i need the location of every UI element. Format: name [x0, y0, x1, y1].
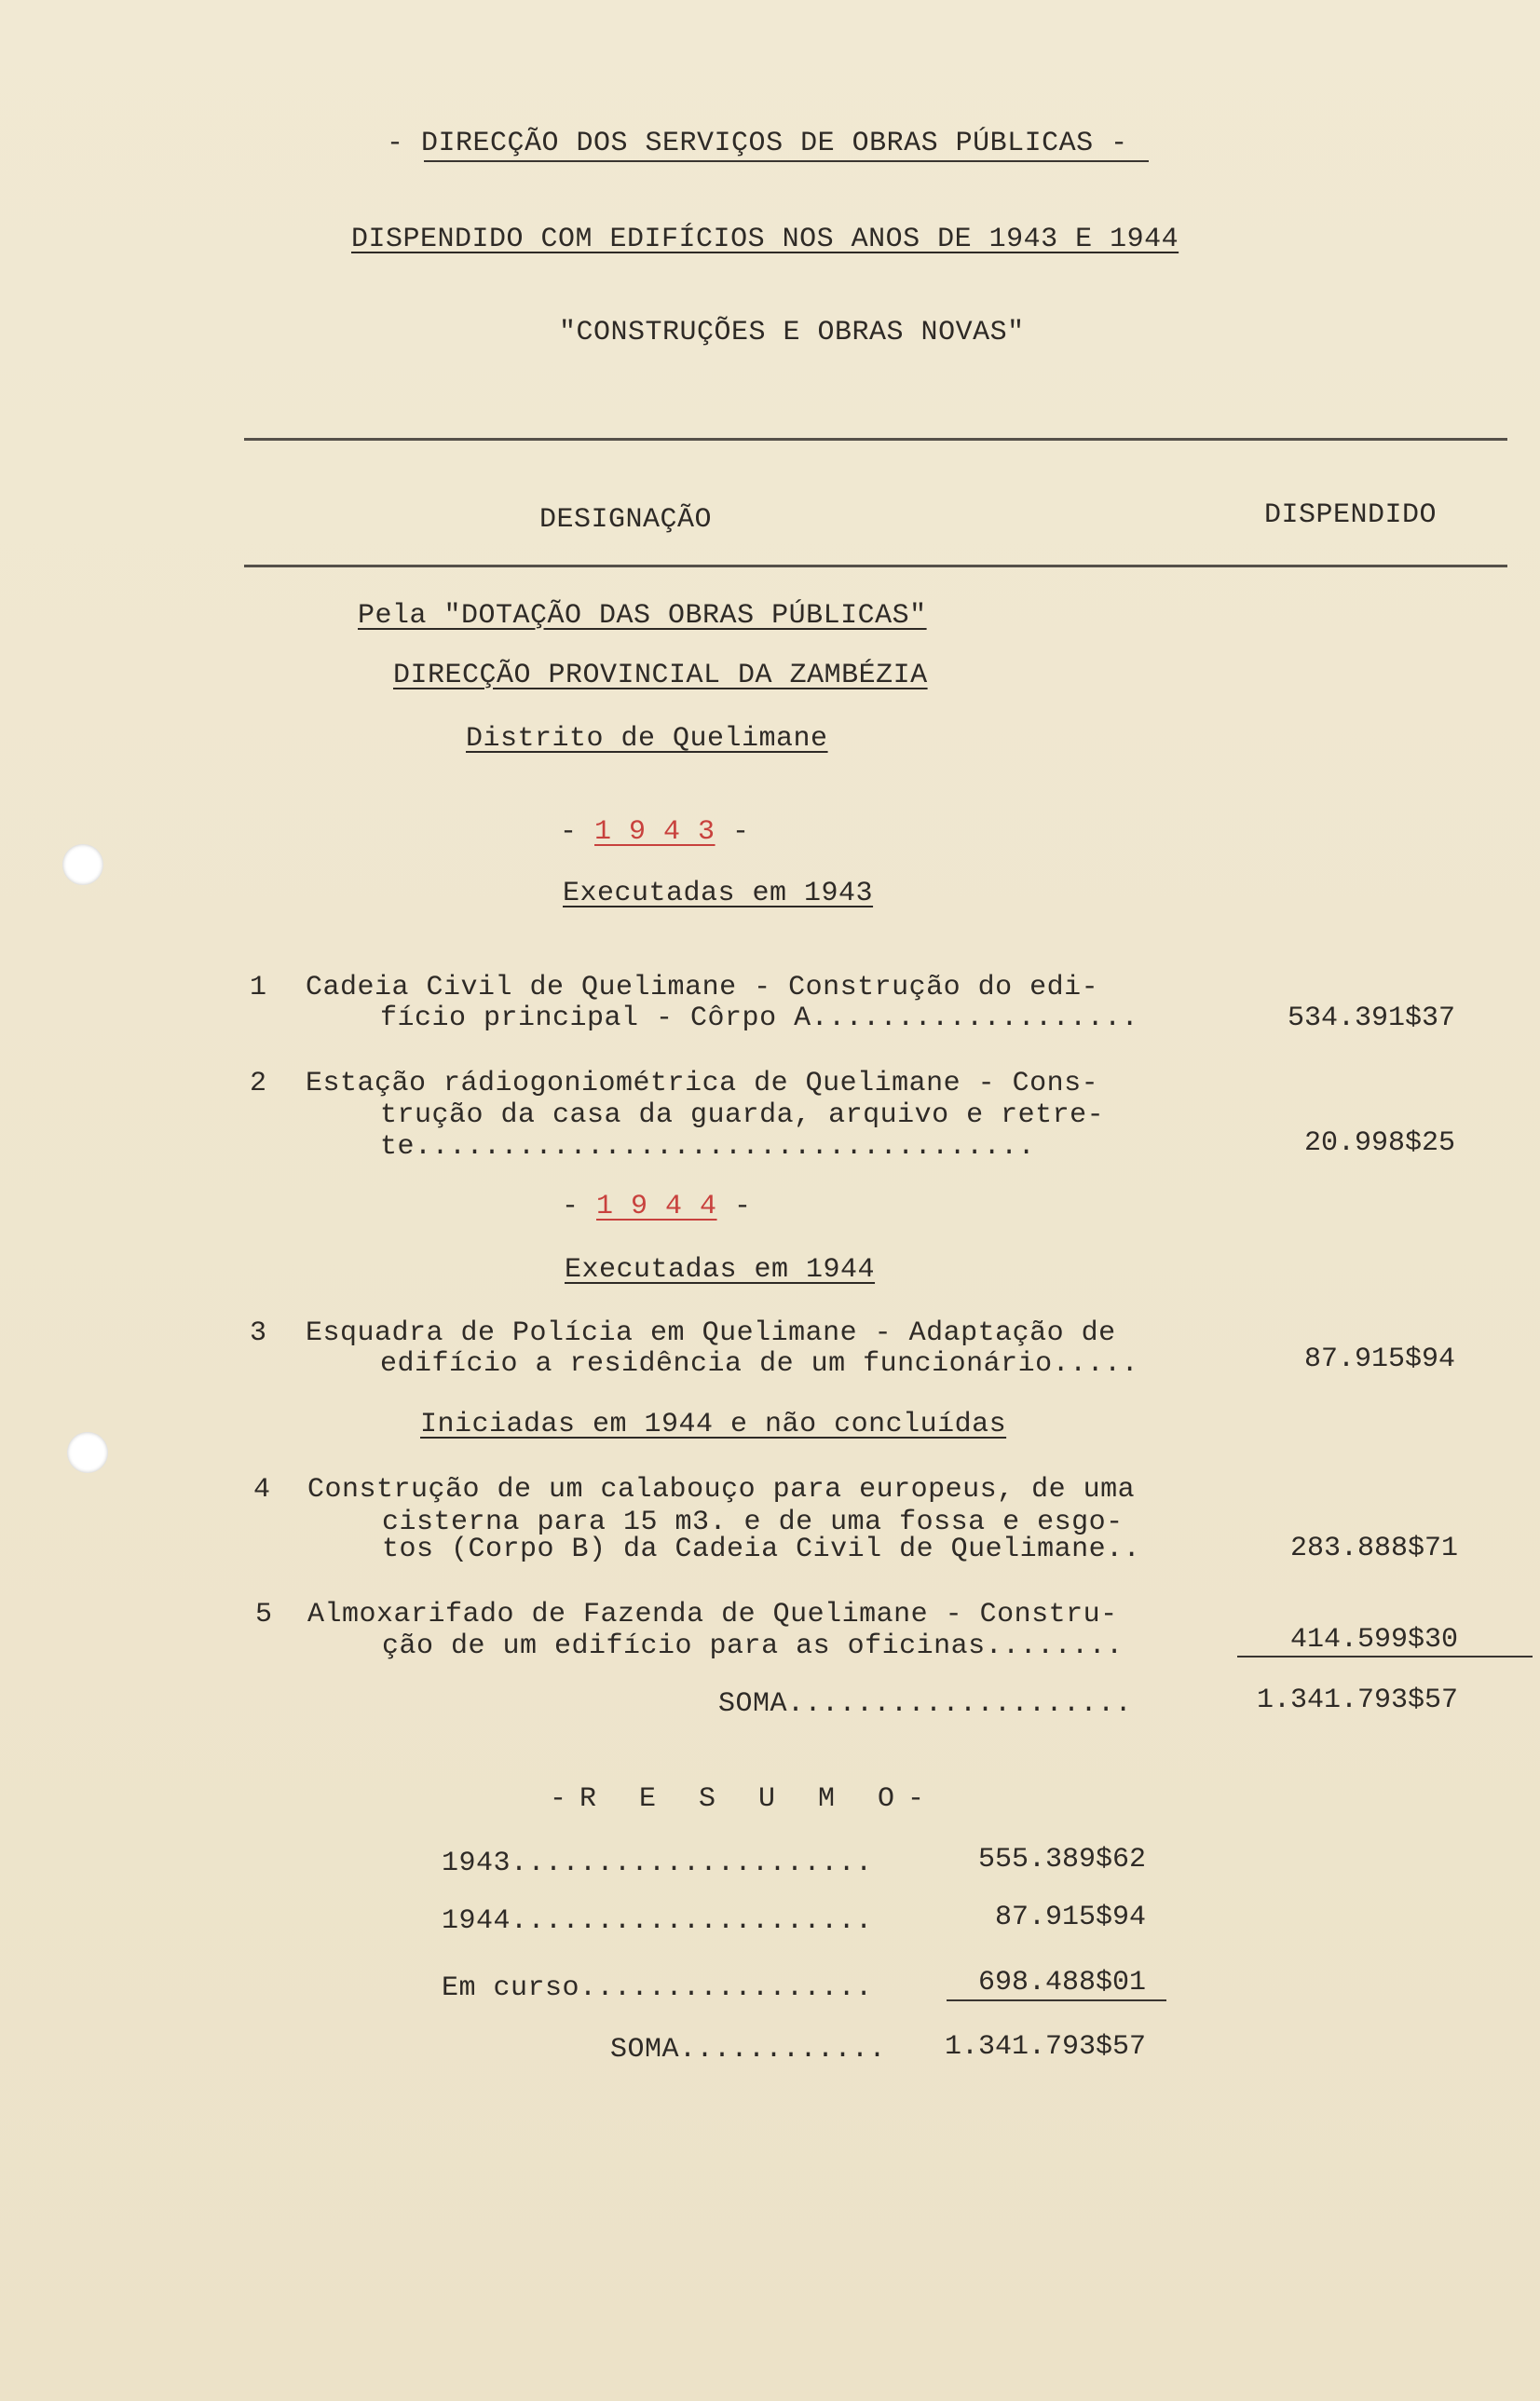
item-number: 4	[253, 1474, 271, 1506]
year-1944-marker: - 1 9 4 4 -	[562, 1191, 752, 1222]
year-1944: 1 9 4 4	[596, 1191, 717, 1222]
item-text-line: Estação rádiogoniométrica de Quelimane - Cons-	[306, 1068, 1099, 1099]
distrito-heading: Distrito de Quelimane	[466, 723, 828, 755]
header-line-1: - DIRECÇÃO DOS SERVIÇOS DE OBRAS PÚBLICAS -	[387, 128, 1128, 159]
column-spent: DISPENDIDO	[1264, 499, 1438, 531]
column-designation: DESIGNAÇÃO	[539, 504, 713, 536]
resumo-row-label: Em curso.................	[442, 1972, 873, 2004]
direccao-heading: DIRECÇÃO PROVINCIAL DA ZAMBÉZIA	[393, 660, 928, 691]
item-text-line: Esquadra de Polícia em Quelimane - Adaptação de	[306, 1317, 1116, 1349]
resumo-row-label: 1944.....................	[442, 1905, 873, 1937]
item-text-line: te....................................	[380, 1131, 1036, 1163]
item-text-line: tos (Corpo B) da Cadeia Civil de Quelimane..	[382, 1534, 1141, 1565]
year-1943: 1 9 4 3	[594, 816, 715, 848]
item-number: 1	[250, 972, 267, 1003]
item-text-line: Cadeia Civil de Quelimane - Construção do edi-	[306, 972, 1099, 1003]
item-value: 534.391$37	[1287, 1003, 1455, 1034]
item-number: 3	[250, 1317, 267, 1349]
dotacao-heading: Pela "DOTAÇÃO DAS OBRAS PÚBLICAS"	[358, 600, 927, 632]
item-text-line: Almoxarifado de Fazenda de Quelimane - Constru-	[307, 1599, 1118, 1630]
item-text-line: edifício a residência de um funcionário.....	[380, 1348, 1139, 1380]
header-rule	[244, 565, 1507, 567]
year-1943-marker: - 1 9 4 3 -	[560, 816, 750, 848]
soma-label: SOMA....................	[718, 1688, 1133, 1720]
item-value: 283.888$71	[1289, 1533, 1458, 1564]
item-text-line: cisterna para 15 m3. e de uma fossa e esgo-	[382, 1507, 1124, 1538]
header-line-2: DISPENDIDO COM EDIFÍCIOS NOS ANOS DE 1943 E 1944	[351, 224, 1179, 255]
item-text-line: ção de um edifício para as oficinas........	[382, 1630, 1124, 1662]
resumo-row-label: 1943.....................	[442, 1848, 873, 1879]
resumo-title: -R E S U M O-	[550, 1783, 938, 1815]
punch-hole	[67, 1432, 108, 1473]
executadas-1944: Executadas em 1944	[565, 1254, 876, 1286]
total-underline	[1237, 1656, 1533, 1658]
resumo-row-value: 87.915$94	[994, 1902, 1146, 1933]
header-line-1-underline	[424, 160, 1149, 162]
iniciadas-1944: Iniciadas em 1944 e não concluídas	[420, 1409, 1007, 1440]
soma-value: 1.341.793$57	[1256, 1685, 1458, 1716]
item-text-line: trução da casa da guarda, arquivo e retre-	[380, 1099, 1105, 1131]
top-rule	[244, 438, 1507, 441]
resumo-underline	[947, 1999, 1166, 2001]
resumo-soma-value: 1.341.793$57	[944, 2031, 1146, 2063]
punch-hole	[62, 844, 103, 885]
resumo-row-value: 698.488$01	[977, 1967, 1146, 1999]
item-number: 5	[255, 1599, 273, 1630]
item-text-line: fício principal - Côrpo A...................	[380, 1003, 1139, 1034]
header-line-3: "CONSTRUÇÕES E OBRAS NOVAS"	[559, 317, 1025, 348]
item-text-line: Construção de um calabouço para europeus, de uma	[307, 1474, 1136, 1506]
item-value: 20.998$25	[1303, 1127, 1455, 1159]
item-value: 414.599$30	[1289, 1624, 1458, 1656]
item-value: 87.915$94	[1303, 1344, 1455, 1375]
resumo-soma-label: SOMA............	[610, 2034, 887, 2066]
executadas-1943: Executadas em 1943	[563, 878, 874, 909]
item-number: 2	[250, 1068, 267, 1099]
resumo-row-value: 555.389$62	[977, 1844, 1146, 1876]
